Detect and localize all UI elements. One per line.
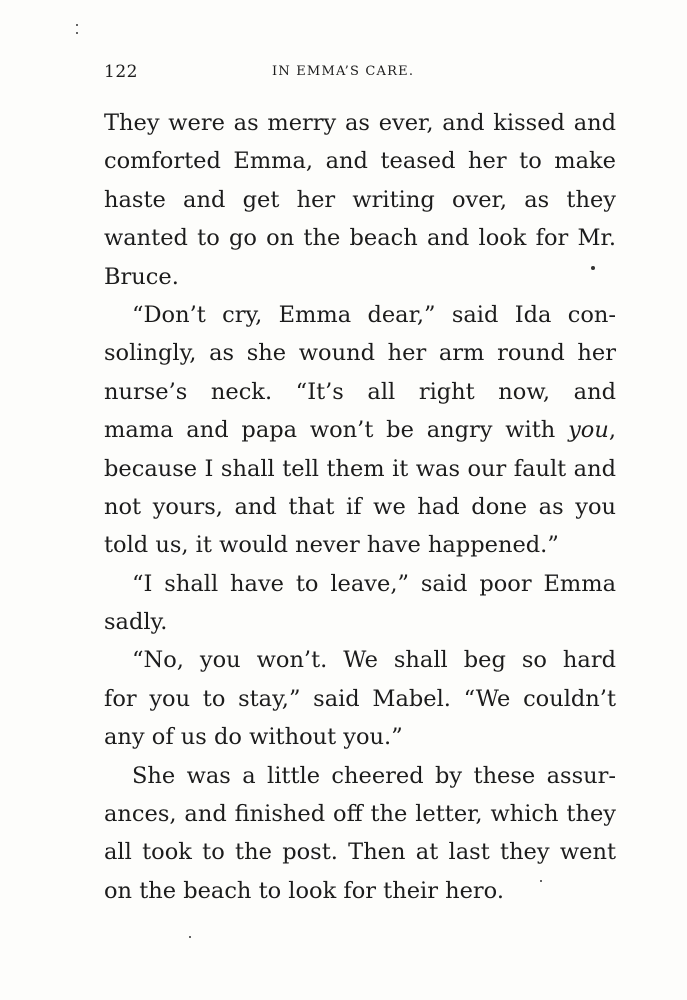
scan-speck <box>76 24 78 26</box>
text-line: They were as merry as ever, and kissed and <box>104 110 616 136</box>
scan-speck <box>76 32 78 34</box>
scan-speck <box>540 880 542 882</box>
text-line: ances, and finished off the letter, which they <box>104 801 616 828</box>
text-line: mama and papa won’t be angry with you, <box>104 417 616 444</box>
page-header <box>104 62 616 86</box>
text-line: Bruce. <box>104 263 179 290</box>
running-title: IN EMMA’S CARE. <box>272 64 415 79</box>
text-line: wanted to go on the beach and look for Mr. <box>104 225 616 252</box>
body-text <box>104 104 616 910</box>
text-line: all took to the post. Then at last they went <box>104 839 616 866</box>
text-line: because I shall tell them it was our fault and <box>104 455 616 482</box>
text-line: any of us do without you.” <box>104 724 403 751</box>
scan-speck <box>189 936 191 938</box>
text-line: “Don’t cry, Emma dear,” said Ida con- <box>132 301 616 328</box>
text-line: sadly. <box>104 609 168 636</box>
text-line: told us, it would never have happened.” <box>104 532 559 559</box>
scan-speck <box>591 266 595 270</box>
text-line: “I shall have to leave,” said poor Emma <box>132 570 616 597</box>
text-line: haste and get her writing over, as they <box>104 186 616 213</box>
page-number: 122 <box>104 62 138 82</box>
text-line: not yours, and that if we had done as you <box>104 493 616 520</box>
text-line: solingly, as she wound her arm round her <box>104 340 616 367</box>
text-line: “No, you won’t. We shall beg so hard <box>132 647 616 674</box>
text-line: for you to stay,” said Mabel. “We couldn’t <box>104 685 616 712</box>
text-line: comforted Emma, and teased her to make <box>104 148 616 175</box>
text-line: on the beach to look for their hero. <box>104 877 504 904</box>
text-line: nurse’s neck. “It’s all right now, and <box>104 378 616 405</box>
emphasis: you <box>568 417 609 444</box>
text-line: She was a little cheered by these assur- <box>132 762 616 789</box>
